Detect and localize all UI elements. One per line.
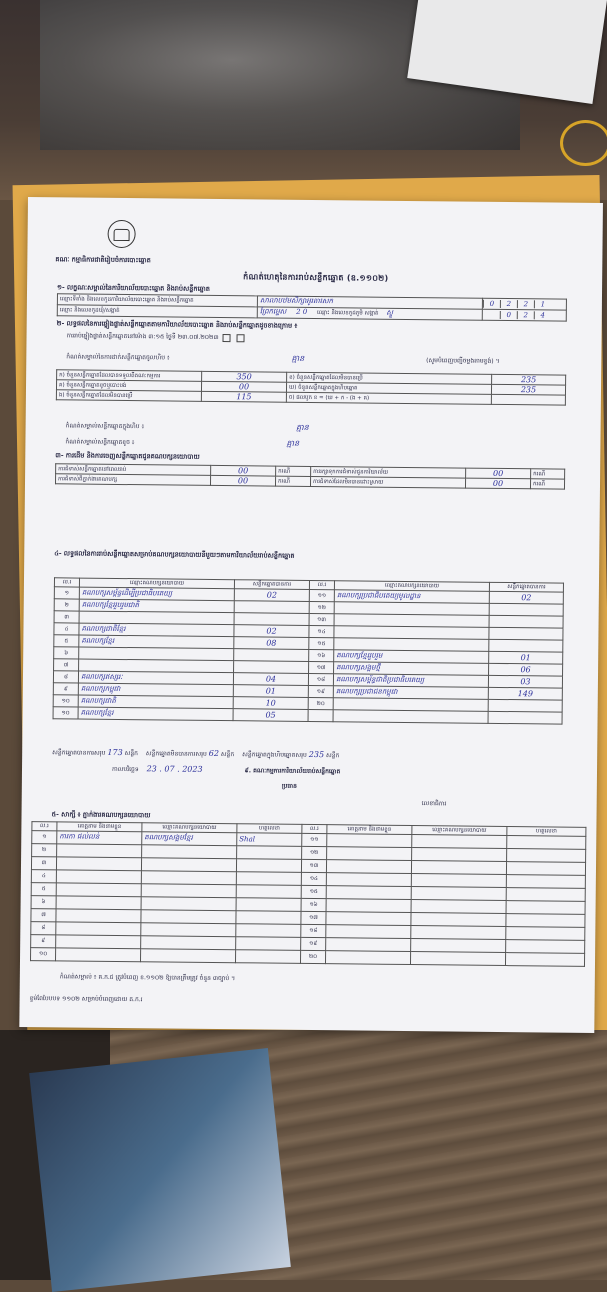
section1-title: ១- លក្ខណៈសម្គាល់នៃការិយាល័យបោះឆ្នោត និងរាប់សន្លឹកឆ្នោត (57, 283, 210, 293)
vote-row: ៦ ១៦ គណបក្សខ្មែររួបរួម 01 (54, 647, 563, 664)
vote-row: ៨ គណបក្សឥស្សរៈ 04 ១៨ គណបក្សសម្ព័ន្ធជាតិប្រជាធិបតេយ្យ 03 (53, 671, 562, 688)
photo-print (29, 1048, 291, 1292)
witness-row: ៧ ១៧ (31, 909, 585, 928)
remark1-line: កំណត់សម្គាល់សន្លឹកឆ្នោតក្នុងហិប ៖ គ្មាន (65, 422, 309, 432)
row1-digits: 0 2 2 1 (482, 298, 566, 310)
date-line: កាលបរិច្ឆេទ 23 . 07 . 2023 ៩. គណៈកម្មការការិយាល័យរាប់សន្លឹកឆ្នោត (111, 764, 341, 776)
checkbox-no[interactable] (236, 334, 244, 342)
witness-row: ៤ ១៤ (31, 870, 585, 889)
row2-values: ព្រែកម្ទេស 2 0 ឈ្មោះ និងលេខកូដភូមិ សង្កាត់ ស្ទួ (257, 307, 482, 320)
row1-value: សាលាបឋមសិក្សាអូរតាសេក (257, 296, 482, 309)
witness-table: ល.រ គោត្តនាម និងនាមខ្លួន ឈ្មោះគណបក្សនយោបាយ ហត្ថលេខា ល.រ គោត្តនាម និងនាមខ្លួន ឈ្មោះគណបក្សនយោបាយ ហត្ថលេខា ១ ការកា ផល់លន់ គណបក្សសង្គមខ្មែរ Shal ១១ ២ ១២ ៣ ១៣ ៤ ១៤ ៥ ១៥ ៦ ១៦ ៧ ១៧ ៨ ១៨ ៩ ១៩ ១០ ២០ (30, 821, 586, 967)
vote-row: ១០ គណបក្សខ្មែរ 05 (53, 707, 562, 724)
witness-row: ២ ១២ (32, 844, 586, 863)
vote-row: ១០ គណបក្សជាតិ 10 ២០ (53, 695, 562, 712)
witness-row: ១ ការកា ផល់លន់ គណបក្សសង្គមខ្មែរ Shal ១១ (32, 831, 586, 850)
vote-row: ២ គណបក្សខ្មែររួបរួមជាតិ ១២ (54, 599, 563, 616)
witness-row: ១០ ២០ (31, 948, 585, 967)
vote-row: ៣ ១៣ (54, 611, 563, 628)
row2-label: ឈ្មោះ និងលេខកូដឃុំ/សង្កាត់ (57, 305, 257, 318)
section5-title: ៥- សាក្សី ៖ ភ្នាក់ងារគណបក្សនយោបាយ (51, 810, 151, 820)
vote-row: ១ គណបក្សសម្ព័ន្ធដើម្បីប្រជាធិបតេយ្យ 02 ១១ គណបក្សប្រជាធិបតេយ្យមូលដ្ឋាន 02 (54, 587, 563, 604)
election-form (19, 197, 603, 1033)
chair-label: ប្រធាន (281, 782, 298, 790)
section2-title: ២- លទ្ធផលនៃការផ្ទៀងផ្ទាត់សន្លឹកឆ្នោតតាមការិយាល័យបោះឆ្នោត និងរាប់សន្លឹកឆ្នោតដូចខាងក្រោម ៖ (56, 319, 298, 330)
footnote: កំណត់សម្គាល់ ៖ គ.ក.ជ ត្រូវបំពេញ ខ.១១០២ ឱ្យបានត្រឹមត្រូវ ចំនួន ៣ច្បាប់ ។ (59, 973, 236, 983)
row1-label: ឈ្មោះទីតាំង និងលេខកូដការិយាល័យបោះឆ្នោត និងរាប់សន្លឹកឆ្នោត (57, 294, 257, 307)
section2-row: ក) ចំនួនសន្លឹកឆ្នោតដែលបានទទួលពីគណៈកម្មការ 350 ខ) ចំនួនសន្លឹកឆ្នោតដែលមិនបានប្រើ 235 (57, 370, 566, 385)
checkbox-yes[interactable] (223, 334, 231, 342)
section1-table (57, 293, 567, 321)
form-code: ខ្ទម់ពែបែបបទ ១១០២ សម្រាប់បំពេញដោយ គ.ក.រ (29, 995, 143, 1004)
party-votes-table: ល.រ ឈ្មោះគណបក្សនយោបាយ សន្លឹកឆ្នោតបានការ ល.រ ឈ្មោះគណបក្សនយោបាយ សន្លឹកឆ្នោតបានការ ១ គណបក្សសម្ព័ន្ធដើម្បីប្រជាធិបតេយ្យ 02 ១១ គណបក្សប្រជាធិបតេយ្យមូលដ្ឋាន 02 ២ គណបក្សខ្មែររួបរួមជាតិ ១២ ៣ ១៣ ៤ គណបក្សជាតិខ្មែរ 02 ១៤ ៥ គណបក្សខ្មែរ 08 ១៥ ៦ ១៦ គណបក្សខ្មែររួបរួម 01 ៧ ១៧ គណបក្សសង្គមថ្មី 06 ៨ គណបក្សឥស្សរៈ 04 ១៨ គណបក្សសម្ព័ន្ធជាតិប្រជាធិបតេយ្យ 03 ៩ គណបក្សកម្ពុជា 01 ១៩ គណបក្សប្រជាជនកម្ពុជា 149 ១០ គណបក្សជាតិ 10 ២០ ១០ គណបក្សខ្មែរ 05 (53, 577, 564, 724)
nec-logo-icon (107, 220, 135, 248)
row2-digits: 0 2 4 (482, 309, 566, 321)
section3-title: ៣- ការដើម និងការចេញសន្លឹកឆ្នោតជូនគណបក្សនយោបាយ (55, 451, 200, 461)
vote-row: ៧ ១៧ គណបក្សសង្គមថ្មី 06 (54, 659, 563, 676)
witness-row: ៣ ១៣ (31, 857, 585, 876)
secretary-label: លេខាធិការ (421, 800, 447, 808)
totals-line: សន្លឹកឆ្នោតបានការសរុប 173 សន្លឹក សន្លឹកឆ្នោតមិនបានការសរុប 62 សន្លឹក សន្លឹកឆ្នោតក្នុងហិបឆ្នោតសរុប 235 សន្លឹក (52, 747, 340, 760)
section4-title: ៤- លទ្ធផលនៃការរាប់សន្លឹកឆ្នោតសម្រាប់គណបក្សនយោបាយនីមួយៗតាមការិយាល័យរាប់សន្លឹកឆ្នោត (54, 549, 295, 560)
vote-row: ៥ គណបក្សខ្មែរ 08 ១៥ (54, 635, 563, 652)
witness-row: ៨ ១៨ (31, 922, 585, 941)
rubber-band (560, 120, 607, 166)
section2-row: ង) ចំនួនសន្លឹកឆ្នោតដែលមិនបានប្រើ 115 ច) ផលបូក ខ = (ឃ + ក - (ង + គ) (56, 390, 565, 405)
witness-row: ៥ ១៥ (31, 883, 585, 902)
vote-row: ៩ គណបក្សកម្ពុជា 01 ១៩ គណបក្សប្រជាជនកម្ពុជា 149 (53, 683, 562, 700)
section3-table: ការជំទាស់សន្លឹកឆ្នោតនៅពេលរាប់ 00 ករណី ការរក្សាទុកការជំទាស់ជូនការិយាល័យ 00 ករណី ការជំទាស់ពីភ្នាក់ងារគណបក្ស 00 ករណី ការជំទាស់ដែលមិនបានដោះស្រាយ 00 ករណី (55, 463, 565, 489)
observe-line: កំណត់សម្គាល់នៃការដាក់សន្លឹកឆ្នោតចូលហិប ៖ គ្មាន (សូមបំពេញបញ្ជីចម្លងតាមខ្ទង់) ។ (66, 353, 500, 365)
section2-table (56, 369, 566, 405)
vote-row: ៤ គណបក្សជាតិខ្មែរ 02 ១៤ (54, 623, 563, 640)
witness-row: ៦ ១៦ (31, 896, 585, 915)
remark2-line: កំណត់សម្គាល់សន្លឹកឆ្នោតខូច ៖ គ្មាន (65, 438, 300, 448)
org-name: គណៈ កម្មាធិការជាតិរៀបចំការបោះឆ្នោត (55, 255, 151, 265)
form-title: កំណត់ហេតុនៃការរាប់សន្លឹកឆ្នោត (ឧ.១១០២) (243, 272, 389, 283)
section2-intro: ការរាប់ផ្ទៀងផ្ទាត់សន្លឹកឆ្នោតនៅម៉ោង ៣:១៥ ថ្ងៃទី ២៣.០៧.២០២៣ (67, 331, 247, 342)
section2-row: គ) ចំនួនសន្លឹកឆ្នោតខូចឬបោះបង់ 00 ឃ) ចំនួនសន្លឹកឆ្នោតក្នុងហិបឆ្នោត 235 (56, 380, 565, 395)
witness-row: ៩ ១៩ (31, 935, 585, 954)
